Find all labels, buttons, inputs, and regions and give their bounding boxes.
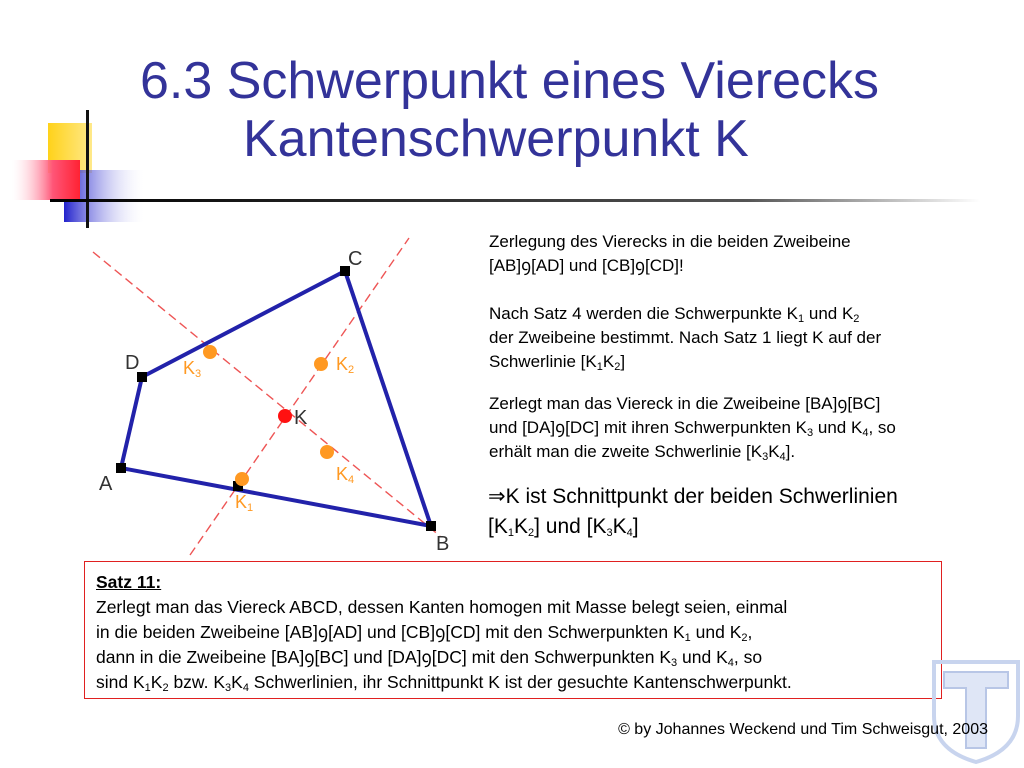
point-k4 — [320, 445, 334, 459]
theorem-heading: Satz 11: — [96, 572, 162, 592]
label-k4: K4 — [336, 464, 355, 486]
conclusion: ⇒K ist Schnittpunkt der beiden Schwerlinien $[K_1K_2]$ und $[K_3K_4]$ — [488, 485, 898, 539]
point-k2 — [314, 357, 328, 371]
quadrilateral-figure — [0, 0, 480, 560]
point-k1 — [235, 472, 249, 486]
copyright-footer: © by Johannes Weckend und Tim Schweisgut, 2003 — [618, 721, 988, 738]
implies-symbol: ⇒ — [488, 485, 506, 508]
schwerlinie-k1k2 — [190, 238, 409, 555]
label-a: A — [99, 473, 113, 495]
join-symbol: ꝯ — [635, 256, 646, 275]
label-b: B — [436, 533, 450, 555]
paragraph-zerlegung: Zerlegung des Vierecks in die beiden Zweibeine [AB]ꝯ[AD] und [CB]ꝯ[CD]! — [489, 232, 851, 275]
quadrilateral-abcd — [121, 271, 431, 526]
join-symbol: ꝯ — [521, 256, 532, 275]
vertex-a — [116, 463, 126, 473]
theorem-box: Satz 11: Zerlegt man das Viereck ABCD, dessen Kanten homogen mit Masse belegt seien, einmal in die beiden Zweibeine [AB]ꝯ[AD] und [CB]ꝯ[CD] mit den Schwerpunkten $K_1$ und $K_2$, dann in die Zweibeine [BA]ꝯ[BC] und [DA]ꝯ[DC] mit den Schwerpunkten $K_3$ und $K_4$, so sind $K_1K_2$ bzw. $K_3K_4$ Schwerlinien, ihr Schnittpunkt K ist der gesuchte Kantenschwerpunkt. — [84, 561, 942, 699]
shield-logo-icon — [930, 658, 1022, 764]
title-line-1: 6.3 Schwerpunkt eines Vierecks — [140, 52, 879, 110]
label-c: C — [348, 248, 363, 270]
point-k — [278, 409, 292, 423]
title-line-2: Kantenschwerpunkt K — [243, 110, 749, 168]
paragraph-satz4: Nach Satz 4 werden die Schwerpunkte $K_1$ und $K_2$ der Zweibeine bestimmt. Nach Satz 1 liegt K auf der Schwerlinie $[K_1K_2]$ — [489, 304, 882, 373]
label-k1: K1 — [235, 492, 254, 514]
point-k3 — [203, 345, 217, 359]
label-k2: K2 — [336, 354, 355, 376]
label-k3: K3 — [183, 358, 202, 380]
label-k: K — [294, 407, 308, 429]
label-d: D — [125, 352, 140, 374]
vertex-b — [426, 521, 436, 531]
paragraph-zweite-schwerlinie: Zerlegt man das Viereck in die Zweibeine [BA]ꝯ[BC] und [DA]ꝯ[DC] mit ihren Schwerpunkten $K_3$ und $K_4$, so erhält man die zweite Schwerlinie $[K_3K_4]$. — [489, 394, 896, 463]
